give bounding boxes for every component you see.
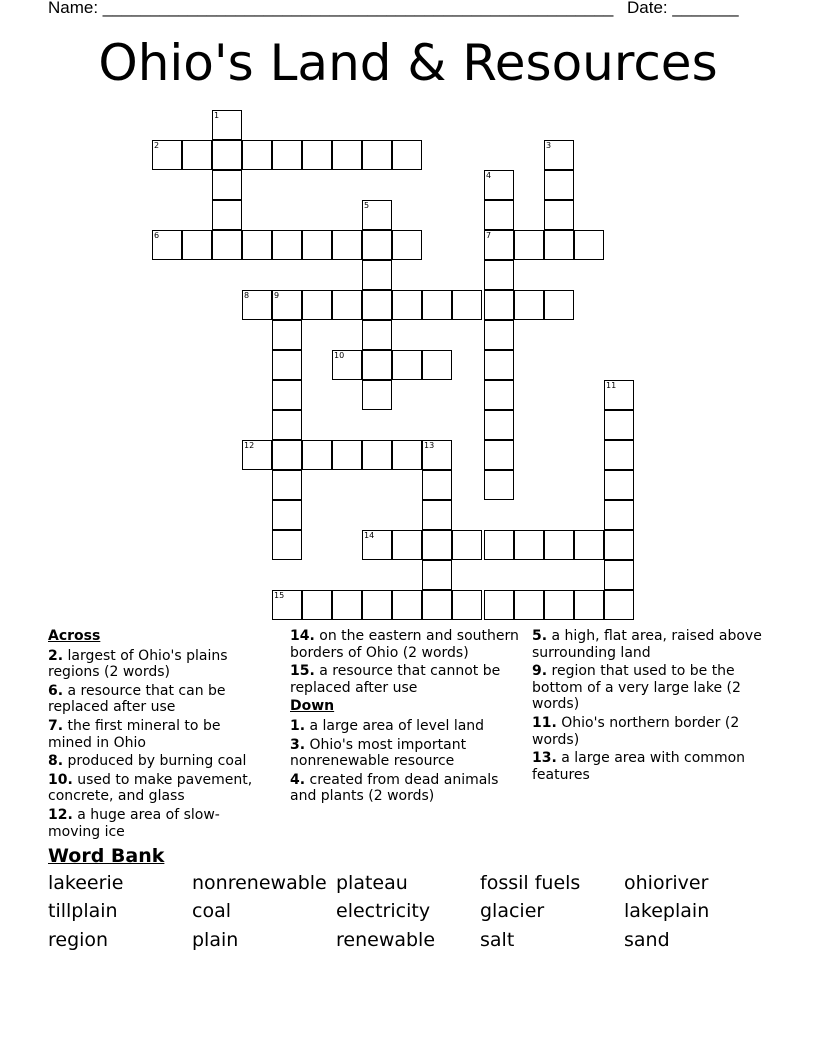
grid-cell[interactable] <box>422 500 452 530</box>
grid-cell[interactable] <box>574 530 604 560</box>
grid-cell[interactable] <box>332 140 362 170</box>
grid-cell[interactable] <box>362 380 392 410</box>
grid-cell[interactable] <box>212 140 242 170</box>
clue-number: 11. <box>532 714 557 731</box>
word-bank-item: region <box>48 929 109 951</box>
grid-cell[interactable] <box>514 230 544 260</box>
grid-cell[interactable] <box>332 230 362 260</box>
grid-cell[interactable] <box>422 530 452 560</box>
clue <box>532 663 762 713</box>
grid-cell[interactable] <box>392 530 422 560</box>
grid-cell[interactable] <box>362 440 392 470</box>
word-bank-item: plateau <box>336 872 408 894</box>
clue-text: on the eastern and southern borders of Ohio (2 words) <box>290 628 519 661</box>
grid-cell[interactable] <box>272 590 302 620</box>
word-bank-item: fossil fuels <box>480 872 581 894</box>
grid-cell[interactable] <box>182 230 212 260</box>
grid-cell[interactable] <box>514 290 544 320</box>
grid-cell[interactable] <box>182 140 212 170</box>
grid-cell[interactable] <box>544 590 574 620</box>
grid-cell[interactable] <box>392 140 422 170</box>
clue <box>532 750 762 783</box>
word-bank-item: electricity <box>336 900 431 922</box>
grid-cell[interactable] <box>392 590 422 620</box>
grid-cell[interactable] <box>332 350 362 380</box>
grid-cell[interactable] <box>574 230 604 260</box>
grid-cell[interactable] <box>422 590 452 620</box>
clue-text: a resource that can be replaced after use <box>48 682 226 716</box>
name-field-label: Name: ______________________________________________________ <box>48 0 614 17</box>
clue-number: 13 <box>424 441 435 450</box>
clue-number: 8. <box>48 753 64 770</box>
grid-cell[interactable] <box>392 440 422 470</box>
clues-column-2 <box>290 628 520 807</box>
grid-cell[interactable] <box>212 170 242 200</box>
word-bank-item: tillplain <box>48 900 118 922</box>
word-bank-item: lakeplain <box>624 900 710 922</box>
clue-number: 2. <box>48 647 64 664</box>
clue-number: 14 <box>364 531 375 540</box>
clue-text: Ohio's most important nonrenewable resource <box>290 736 467 770</box>
clue <box>48 772 268 805</box>
word-bank-item: renewable <box>336 929 436 951</box>
clue-text: a large area of level land <box>305 717 485 734</box>
grid-cell[interactable] <box>604 410 634 440</box>
word-bank-item: lakeerie <box>48 872 124 894</box>
across-heading: Across <box>48 628 101 644</box>
grid-cell[interactable] <box>604 530 634 560</box>
clue <box>290 663 520 696</box>
grid-cell[interactable] <box>514 590 544 620</box>
grid-cell[interactable] <box>604 590 634 620</box>
grid-cell[interactable] <box>544 170 574 200</box>
clue-number: 1. <box>290 717 306 734</box>
grid-cell[interactable] <box>484 230 514 260</box>
clue-number: 10 <box>334 351 345 360</box>
grid-cell[interactable] <box>422 560 452 590</box>
clue-text: Ohio's northern border (2 words) <box>532 714 740 748</box>
grid-cell[interactable] <box>362 320 392 350</box>
clue <box>290 772 520 805</box>
date-field-label: Date: _______ <box>627 0 739 17</box>
grid-cell[interactable] <box>484 470 514 500</box>
grid-cell[interactable] <box>452 530 482 560</box>
clue-number: 8 <box>244 291 250 300</box>
clue <box>48 718 268 751</box>
grid-cell[interactable] <box>242 140 272 170</box>
grid-cell[interactable] <box>272 350 302 380</box>
grid-cell[interactable] <box>574 590 604 620</box>
grid-cell[interactable] <box>362 230 392 260</box>
clue-text: region that used to be the bottom of a very large lake (2 words) <box>532 663 741 713</box>
clue-text: created from dead animals and plants (2 words) <box>290 771 499 805</box>
grid-cell[interactable] <box>272 230 302 260</box>
grid-cell[interactable] <box>514 530 544 560</box>
page-title: Ohio's Land & Resources <box>98 34 718 92</box>
clue-text: a resource that cannot be replaced after use <box>290 663 501 696</box>
clue <box>532 628 762 661</box>
word-bank-item: sand <box>624 929 670 951</box>
grid-cell[interactable] <box>484 530 514 560</box>
grid-cell[interactable] <box>484 380 514 410</box>
grid-cell[interactable] <box>392 290 422 320</box>
clue-number: 6. <box>48 682 64 699</box>
word-bank-item: ohioriver <box>624 872 709 894</box>
clue <box>48 753 268 770</box>
clue-text: used to make pavement, concrete, and glass <box>48 771 253 805</box>
grid-cell[interactable] <box>484 290 514 320</box>
grid-cell[interactable] <box>212 110 242 140</box>
word-bank-item: nonrenewable <box>192 872 327 894</box>
grid-cell[interactable] <box>484 200 514 230</box>
grid-cell[interactable] <box>302 290 332 320</box>
clue-text: largest of Ohio's plains regions (2 words) <box>48 647 228 681</box>
grid-cell[interactable] <box>544 200 574 230</box>
grid-cell[interactable] <box>272 440 302 470</box>
clue-number: 1 <box>214 111 220 120</box>
grid-cell[interactable] <box>484 320 514 350</box>
grid-cell[interactable] <box>604 440 634 470</box>
grid-cell[interactable] <box>362 530 392 560</box>
clue-number: 3. <box>290 736 306 753</box>
grid-cell[interactable] <box>332 290 362 320</box>
clue-number: 5 <box>364 201 370 210</box>
clue-number: 11 <box>606 381 617 390</box>
grid-cell[interactable] <box>422 350 452 380</box>
clue-number: 9. <box>532 663 548 680</box>
grid-cell[interactable] <box>302 230 332 260</box>
grid-cell[interactable] <box>152 230 182 260</box>
grid-cell[interactable] <box>362 290 392 320</box>
clue-number: 3 <box>546 141 552 150</box>
word-bank-item: plain <box>192 929 239 951</box>
clue <box>48 807 268 840</box>
grid-cell[interactable] <box>152 140 182 170</box>
clue-number: 10. <box>48 771 73 788</box>
grid-cell[interactable] <box>544 530 574 560</box>
grid-cell[interactable] <box>452 290 482 320</box>
down-heading: Down <box>290 698 335 715</box>
grid-cell[interactable] <box>332 590 362 620</box>
grid-cell[interactable] <box>272 500 302 530</box>
clue-number: 6 <box>154 231 160 240</box>
clue-number: 5. <box>532 628 548 644</box>
grid-cell[interactable] <box>272 380 302 410</box>
clue-number: 2 <box>154 141 160 150</box>
grid-cell[interactable] <box>484 440 514 470</box>
clue-number: 4 <box>486 171 492 180</box>
grid-cell[interactable] <box>604 380 634 410</box>
grid-cell[interactable] <box>302 440 332 470</box>
grid-cell[interactable] <box>242 230 272 260</box>
clue <box>290 737 520 770</box>
grid-cell[interactable] <box>302 140 332 170</box>
grid-cell[interactable] <box>422 290 452 320</box>
clue-number: 15. <box>290 663 315 680</box>
grid-cell[interactable] <box>604 470 634 500</box>
clue-number: 14. <box>290 628 315 644</box>
clue-number: 4. <box>290 771 306 788</box>
word-bank-title: Word Bank <box>48 845 165 867</box>
grid-cell[interactable] <box>272 320 302 350</box>
word-bank-item: salt <box>480 929 515 951</box>
clue-number: 15 <box>274 591 285 600</box>
grid-cell[interactable] <box>484 410 514 440</box>
grid-cell[interactable] <box>604 560 634 590</box>
grid-cell[interactable] <box>544 230 574 260</box>
grid-cell[interactable] <box>272 410 302 440</box>
grid-cell[interactable] <box>362 260 392 290</box>
clue-number: 13. <box>532 750 557 767</box>
grid-cell[interactable] <box>362 140 392 170</box>
grid-cell[interactable] <box>332 440 362 470</box>
grid-cell[interactable] <box>212 200 242 230</box>
grid-cell[interactable] <box>362 350 392 380</box>
grid-cell[interactable] <box>484 590 514 620</box>
grid-cell[interactable] <box>422 440 452 470</box>
grid-cell[interactable] <box>302 590 332 620</box>
grid-cell[interactable] <box>272 470 302 500</box>
clue-number: 12 <box>244 441 255 450</box>
clue-text: a huge area of slow-moving ice <box>48 806 220 840</box>
clue <box>290 718 520 735</box>
grid-cell[interactable] <box>362 200 392 230</box>
clue-number: 7. <box>48 717 64 734</box>
grid-cell[interactable] <box>484 260 514 290</box>
clue <box>532 715 762 748</box>
grid-cell[interactable] <box>242 440 272 470</box>
grid-cell[interactable] <box>272 290 302 320</box>
clue-text: produced by burning coal <box>63 753 247 770</box>
clue-number: 7 <box>486 231 492 240</box>
grid-cell[interactable] <box>452 590 482 620</box>
clue <box>48 648 268 681</box>
clue-text: a high, flat area, raised above surrounding land <box>532 628 762 661</box>
grid-cell[interactable] <box>272 530 302 560</box>
grid-cell[interactable] <box>422 470 452 500</box>
word-bank-item: coal <box>192 900 231 922</box>
clue-number: 9 <box>274 291 280 300</box>
grid-cell[interactable] <box>544 290 574 320</box>
clue-number: 12. <box>48 806 73 823</box>
word-bank-item: glacier <box>480 900 545 922</box>
grid-cell[interactable] <box>484 170 514 200</box>
grid-cell[interactable] <box>604 500 634 530</box>
clue-text: a large area with common features <box>532 750 746 783</box>
grid-cell[interactable] <box>242 290 272 320</box>
grid-cell[interactable] <box>544 140 574 170</box>
clue <box>48 683 268 716</box>
clues-column-1 <box>48 628 268 842</box>
grid-cell[interactable] <box>212 230 242 260</box>
clues-column-3 <box>532 628 762 785</box>
grid-cell[interactable] <box>392 230 422 260</box>
grid-cell[interactable] <box>392 350 422 380</box>
grid-cell[interactable] <box>272 140 302 170</box>
grid-cell[interactable] <box>484 350 514 380</box>
clue-text: the first mineral to be mined in Ohio <box>48 717 221 751</box>
grid-cell[interactable] <box>362 590 392 620</box>
clue <box>290 628 520 661</box>
